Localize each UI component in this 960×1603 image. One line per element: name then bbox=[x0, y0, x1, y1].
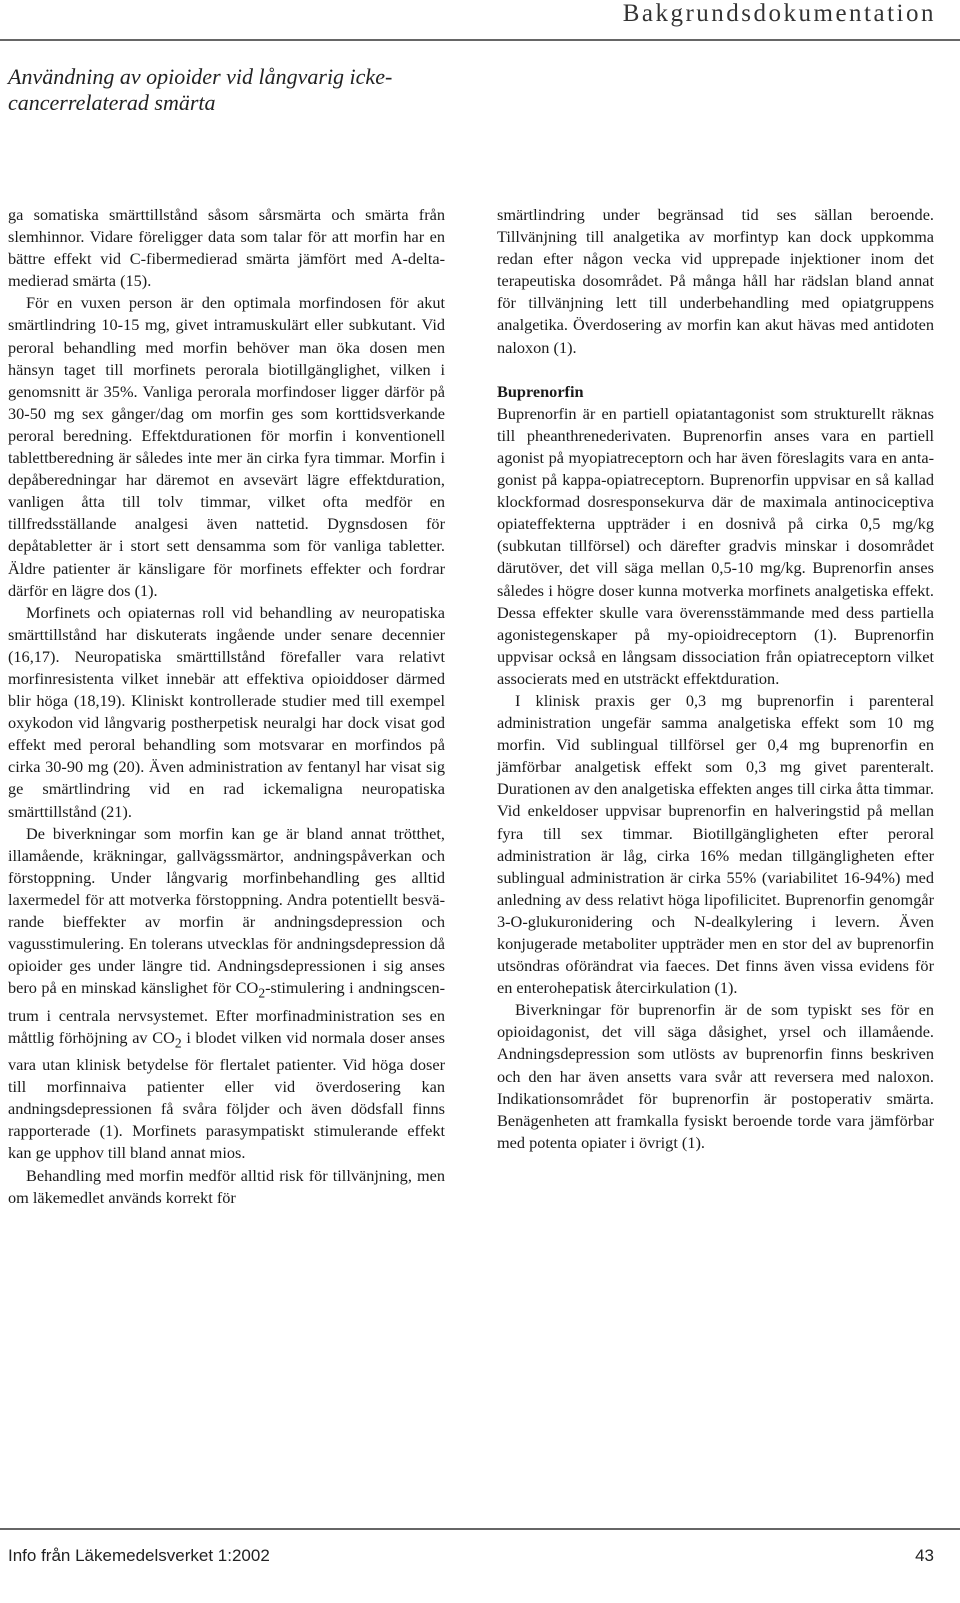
paragraph bbox=[8, 823, 445, 1165]
left-column bbox=[8, 204, 445, 1209]
running-header: Bakgrundsdokumentation bbox=[622, 0, 936, 27]
paragraph: Behandling med morfin medför alltid risk för tillvänjning, men om läkemedlet används korrekt för bbox=[8, 1165, 445, 1207]
paragraph: Morfinets och opiaternas roll vid behandling av neuropatiska smärttillstånd har diskuterats ingående under senare decennier (16,17). Neuropatiska smärttillstånd förefaller vara relativt morfinresistenta vilket innebär att effektiva opioiddoser därmed blir höga (18,19). Kliniskt kontrollerade studier med till exempel oxykodon vid långvarig postherpetisk neuralgi har dock visat god effekt med peroral behandling som motsvarar en morfindos på cirka 30-90 mg (20). Även administration av fentanyl har visat sig ge smärtlindring vid en rad ickemaligna neuropatiska smärttillstånd (21). bbox=[8, 602, 445, 821]
footer-source: Info från Läkemedelsverket 1:2002 bbox=[8, 1546, 270, 1565]
paragraph: Biverkningar för buprenorfin är de som typiskt ses för en opioidagonist, det vill säga dåsighet, yrsel och illamående. Andningsdepression som utlösts av buprenorfin finns beskriven och den har även ansetts vara svår att reversera med naloxon. Indikationsområdet för buprenorfin är postoperativ smärta. Benägenheten att framkalla fysiskt beroende torde vara jämförbar med potenta opiater i övrigt (1). bbox=[497, 1000, 934, 1152]
paragraph: Buprenorfin är en partiell opiatantagonist som strukturellt räknas till pheanthrenederivaten. Buprenorfin anses vara en partiell agonist på myopiatreceptorn och har även föreslagits vara en antagonist på kappa-opiatreceptorn. Buprenorfin uppvisar en så kallad klockformad dosresponsekurva där de maximala antinociceptiva opiateffekterna uppträder i en dosnivå på cirka 0,5 mg/kg (subkutan tillförsel) och därefter gradvis minskar i dosområdet därutöver, det vill säga mellan 0,5-10 mg/kg. Buprenorfin anses således i högre doser kunna motverka morfinets analgetiska effekt. Dessa effekter skulle vara överensstämmande med dess partiella agonistegenskaper på my-opioidreceptorn (1). Buprenorfin uppvisar också en långsam dissociation från opiatreceptorn vilket associerats med en utsträckt effektduration. bbox=[497, 403, 934, 688]
paragraph: ga somatiska smärttillstånd såsom sårsmärta och smärta från slemhinnor. Vidare föreligger data som talar för att morfin har en bättre effekt vid C-fibermedierad smärta jämfört med A-delta-medierad smärta (15). bbox=[8, 205, 445, 291]
header-divider bbox=[0, 39, 960, 41]
subscript: 2 bbox=[258, 985, 266, 1001]
paragraph: I klinisk praxis ger 0,3 mg buprenorfin i parenteral administration ungefär samma analgetiska effekt som 10 mg morfin. Vid sublingual tillförsel ger 0,4 mg buprenorfin en jämförbar analgetisk effekt som 0,3 mg givet parenteralt. Durationen av den analgetiska effekten anges till cirka åtta timmar. Vid enkeldoser uppvisar buprenorfin en halveringstid på mellan fyra till sex timmar. Biotillgängligheten efter peroral administration är låg, cirka 16% medan tillgängligheten efter sublingual administration är cirka 55% (variabilitet 16-94%) med anledning av dess relativt höga lipofilicitet. Buprenorfin genomgår 3-O-glukuronidering och N-dealkylering i levern. Även konjugerade metaboliter uppträder men en stor del av buprenorfin utsöndras oförändrat via faeces. Det finns även vissa evidens för en enterohepatisk återcirkulation (1). bbox=[497, 690, 934, 998]
text-run: De biverkningar som morfin kan ge är bland annat trötthet, illamående, kräkningar, gallvägssmärtor, andningspåverkan och förstoppning. Under långvarig morfinbehandling ges alltid laxermedel för att motverka förstoppning. Andra potentiellt besvärande bieffekter av morfin är andningsdepression och vagusstimulering. En tolerans utvecklas för andningsdepression då opioider ges under längre tid. Andningsdepressionen i sig anses bero på en minskad känslighet för CO bbox=[8, 823, 445, 998]
text-run: i blodet vilken vid normala doser anses vara utan klinisk betydelse för flertalet patienter. Vid höga doser till morfinnaiva patienter eller vid överdosering kan andningsdepressionen få svåra följder och även dödsfall finns rapporterade (1). Morfinets parasympatiskt stimulerande effekt kan ge upphov till bland annat mios. bbox=[8, 1027, 445, 1163]
section-subtitle: Användning av opioider vid långvarig icke-cancerrelaterad smärta bbox=[8, 64, 393, 115]
paragraph: För en vuxen person är den optimala morfindosen för akut smärtlindring 10-15 mg, givet intramuskulärt eller subkutant. Vid peroral behandling med morfin behöver man öka dosen men hänsyn taget till morfinets perorala biotillgänglighet, vilken i genomsnitt är 35%. Vanliga perorala morfindoser ligger därför på 30-50 mg sex gånger/dag om morfin ges som korttidsverkande peroral beredning. Effektdurationen för morfin i konventionell tablettberedning är således inte mer än cirka fyra timmar. Morfin i depåberedningar har däremot en avsevärt lägre effektduration, vanligen åtta till tolv timmar, vilket ofta medför en tillfredsställande analgesi även nattetid. Dygnsdosen för depåtabletter är i stort sett densamma som för vanliga tabletter. Äldre patienter är känsligare för morfinets effekter och fordrar därför en lägre dos (1). bbox=[8, 293, 445, 600]
paragraph: smärtlindring under begränsad tid ses sällan beroende. Tillvänjning till analgetika av morfintyp kan dock uppkomma redan efter någon vecka vid upprepade injektioner inom det terapeutiska dosområdet. På många håll har rädslan bland annat för tillvänjning lett till underbehandling med opiatgruppens analgetika. Överdosering av morfin kan akut hävas med antidoten naloxon (1). bbox=[497, 205, 934, 357]
text-run: -stimulering i andningscentrum i centrala nervsystemet. Efter morfinadministration ses en måttlig förhöjning av CO bbox=[8, 978, 446, 1047]
footer-divider bbox=[0, 1528, 960, 1530]
page-number: 43 bbox=[915, 1546, 934, 1565]
right-column bbox=[497, 204, 934, 1154]
section-heading: Buprenorfin bbox=[497, 381, 584, 401]
subscript: 2 bbox=[174, 1034, 182, 1050]
